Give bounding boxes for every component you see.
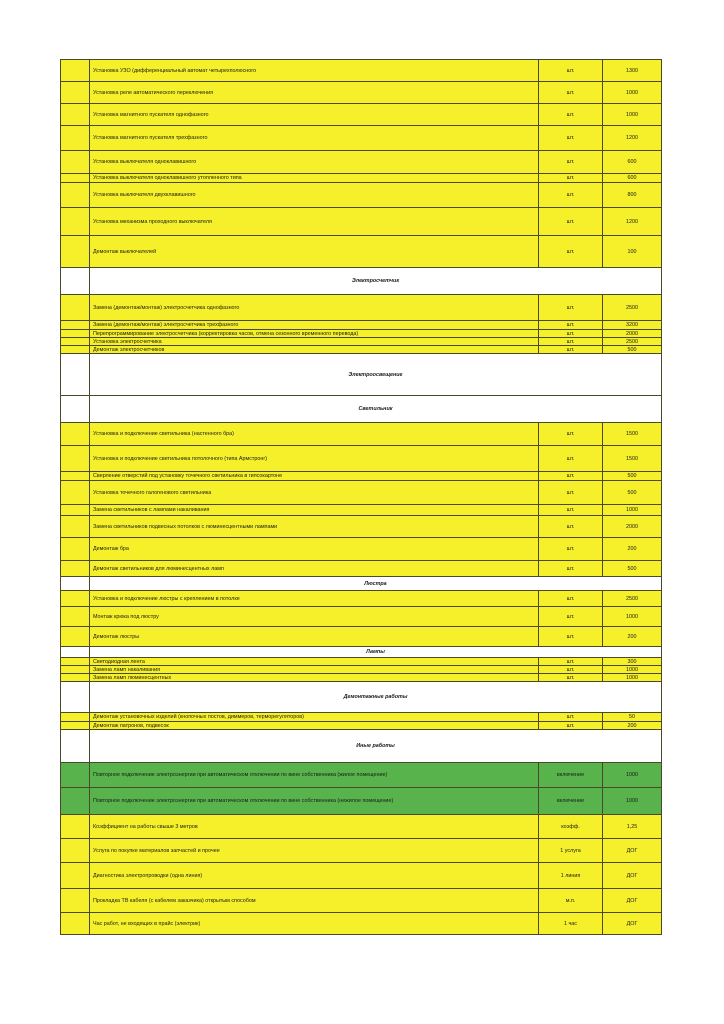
service-price: 500 <box>603 472 662 481</box>
row-marker-cell <box>61 815 90 839</box>
service-price: 50 <box>603 713 662 722</box>
service-name: Замена светильников подвесных потолков с люминесцентными лампами <box>90 516 539 538</box>
service-unit: 1 услуга <box>539 839 603 863</box>
row-marker-cell <box>61 446 90 472</box>
section-title: Лампы <box>90 647 662 658</box>
service-row <box>61 666 662 674</box>
service-row <box>61 516 662 538</box>
row-marker-cell <box>61 396 90 423</box>
service-price: 2000 <box>603 330 662 338</box>
service-price: 100 <box>603 236 662 268</box>
service-row <box>61 208 662 236</box>
service-name: Установка и подключение светильника (настенного бра) <box>90 423 539 446</box>
row-marker-cell <box>61 516 90 538</box>
price-list-table <box>60 59 662 935</box>
row-marker-cell <box>61 607 90 627</box>
service-name: Демонтаж выключателей <box>90 236 539 268</box>
service-unit: шт. <box>539 208 603 236</box>
service-unit: шт. <box>539 481 603 505</box>
row-marker-cell <box>61 330 90 338</box>
row-marker-cell <box>61 913 90 935</box>
section-header-row <box>61 647 662 658</box>
row-marker-cell <box>61 763 90 788</box>
service-price: 600 <box>603 151 662 174</box>
service-price: 500 <box>603 346 662 354</box>
service-name: Коэффициент на работы свыше 3 метров <box>90 815 539 839</box>
service-price: ДОГ <box>603 863 662 889</box>
service-row <box>61 561 662 577</box>
service-row <box>61 338 662 346</box>
service-unit: шт. <box>539 346 603 354</box>
row-marker-cell <box>61 183 90 208</box>
section-title: Электроосвещение <box>90 354 662 396</box>
row-marker-cell <box>61 151 90 174</box>
service-price: 1,25 <box>603 815 662 839</box>
service-price: 1000 <box>603 505 662 516</box>
row-marker-cell <box>61 295 90 321</box>
service-name: Час работ, не входящих в прайс (электрик) <box>90 913 539 935</box>
service-unit: шт. <box>539 295 603 321</box>
service-name: Установка реле автоматического переключения <box>90 82 539 104</box>
service-name: Монтаж крюка под люстру <box>90 607 539 627</box>
service-row <box>61 330 662 338</box>
service-unit: шт. <box>539 151 603 174</box>
service-row <box>61 591 662 607</box>
service-unit: шт. <box>539 538 603 561</box>
service-price: 2500 <box>603 338 662 346</box>
row-marker-cell <box>61 682 90 713</box>
row-marker-cell <box>61 174 90 183</box>
service-unit: шт. <box>539 713 603 722</box>
section-header-row <box>61 268 662 295</box>
section-title: Люстра <box>90 577 662 591</box>
service-name: Установка УЗО (дифференциальный автомат четырехполюсного <box>90 60 539 82</box>
section-title: Иные работы <box>90 730 662 763</box>
service-unit: включение <box>539 788 603 815</box>
service-unit: шт. <box>539 674 603 682</box>
service-unit: шт. <box>539 627 603 647</box>
service-price: 1000 <box>603 82 662 104</box>
service-row <box>61 183 662 208</box>
row-marker-cell <box>61 208 90 236</box>
row-marker-cell <box>61 674 90 682</box>
service-name: Установка выключателя одноклавишного <box>90 151 539 174</box>
service-name: Замена (демонтаж/монтаж) электросчетчика однофазного <box>90 295 539 321</box>
section-header-row <box>61 396 662 423</box>
service-unit: коэфф. <box>539 815 603 839</box>
service-price: 1500 <box>603 446 662 472</box>
row-marker-cell <box>61 788 90 815</box>
row-marker-cell <box>61 338 90 346</box>
service-row <box>61 104 662 126</box>
service-row <box>61 82 662 104</box>
service-name: Установка механизма проходного выключателя <box>90 208 539 236</box>
service-unit: м.п. <box>539 889 603 913</box>
service-row <box>61 174 662 183</box>
service-name: Демонтаж патронов, подвесок <box>90 722 539 730</box>
service-unit: включение <box>539 763 603 788</box>
service-unit: шт. <box>539 666 603 674</box>
service-unit: шт. <box>539 183 603 208</box>
service-row <box>61 295 662 321</box>
service-row <box>61 658 662 666</box>
row-marker-cell <box>61 321 90 330</box>
service-row <box>61 763 662 788</box>
service-row <box>61 913 662 935</box>
service-price: 1000 <box>603 607 662 627</box>
service-name: Замена ламп люминесцентных <box>90 674 539 682</box>
service-name: Демонтаж светильников для люминесцентных ламп <box>90 561 539 577</box>
service-price: 1500 <box>603 423 662 446</box>
service-price: 1000 <box>603 763 662 788</box>
service-unit: 1 линия <box>539 863 603 889</box>
service-unit: шт. <box>539 126 603 151</box>
service-unit: шт. <box>539 591 603 607</box>
service-name: Демонтаж люстры <box>90 627 539 647</box>
service-row <box>61 472 662 481</box>
service-row <box>61 505 662 516</box>
row-marker-cell <box>61 60 90 82</box>
service-row <box>61 481 662 505</box>
service-name: Установка выключателя двухклавишного <box>90 183 539 208</box>
row-marker-cell <box>61 666 90 674</box>
service-price: 800 <box>603 183 662 208</box>
section-title: Электросчетчик <box>90 268 662 295</box>
row-marker-cell <box>61 82 90 104</box>
service-row <box>61 423 662 446</box>
row-marker-cell <box>61 561 90 577</box>
section-header-row <box>61 354 662 396</box>
service-unit: шт. <box>539 60 603 82</box>
service-row <box>61 321 662 330</box>
row-marker-cell <box>61 839 90 863</box>
service-name: Замена (демонтаж/монтаж) электросчетчика трехфазного <box>90 321 539 330</box>
row-marker-cell <box>61 346 90 354</box>
service-name: Демонтаж установочных изделий (кнопочных постов, диммеров, терморегуляторов) <box>90 713 539 722</box>
section-header-row <box>61 682 662 713</box>
row-marker-cell <box>61 863 90 889</box>
row-marker-cell <box>61 481 90 505</box>
service-price: 200 <box>603 722 662 730</box>
service-row <box>61 151 662 174</box>
service-price: 500 <box>603 481 662 505</box>
service-price: 1000 <box>603 104 662 126</box>
service-row <box>61 126 662 151</box>
section-title: Демонтажные работы <box>90 682 662 713</box>
service-price: 1200 <box>603 126 662 151</box>
service-name: Установка магнитного пускателя трехфазного <box>90 126 539 151</box>
row-marker-cell <box>61 627 90 647</box>
service-unit: шт. <box>539 472 603 481</box>
row-marker-cell <box>61 236 90 268</box>
service-unit: шт. <box>539 82 603 104</box>
service-unit: шт. <box>539 658 603 666</box>
service-name: Услуга по покупке материалов запчастей и прочее <box>90 839 539 863</box>
service-name: Светодиодная лента <box>90 658 539 666</box>
service-name: Демонтаж электросчетчиков <box>90 346 539 354</box>
row-marker-cell <box>61 423 90 446</box>
service-row <box>61 346 662 354</box>
service-price: ДОГ <box>603 889 662 913</box>
service-name: Установка электросчетчика <box>90 338 539 346</box>
service-row <box>61 889 662 913</box>
service-name: Повторное подключение электроэнергии при автоматическом отключении по вине собственника (жилое помещение) <box>90 763 539 788</box>
section-header-row <box>61 730 662 763</box>
row-marker-cell <box>61 104 90 126</box>
service-unit: шт. <box>539 338 603 346</box>
service-price: 200 <box>603 627 662 647</box>
service-name: Прокладка ТВ кабеля (с кабелем заказчика) открытым способом <box>90 889 539 913</box>
service-row <box>61 713 662 722</box>
row-marker-cell <box>61 730 90 763</box>
service-unit: шт. <box>539 722 603 730</box>
service-name: Установка выключателя одноклавишного утопленного типа <box>90 174 539 183</box>
service-price: 600 <box>603 174 662 183</box>
service-unit: шт. <box>539 561 603 577</box>
row-marker-cell <box>61 647 90 658</box>
service-name: Перепрограммирование электросчетчика (корректировка часов, отмена сезонного временного перевода) <box>90 330 539 338</box>
row-marker-cell <box>61 889 90 913</box>
row-marker-cell <box>61 126 90 151</box>
service-unit: шт. <box>539 505 603 516</box>
service-price: 2500 <box>603 295 662 321</box>
service-price: 1300 <box>603 60 662 82</box>
price-list-body <box>61 60 662 935</box>
service-row <box>61 839 662 863</box>
service-row <box>61 60 662 82</box>
row-marker-cell <box>61 722 90 730</box>
service-price: 1200 <box>603 208 662 236</box>
service-name: Демонтаж бра <box>90 538 539 561</box>
service-row <box>61 627 662 647</box>
service-row <box>61 722 662 730</box>
service-row <box>61 607 662 627</box>
service-name: Замена ламп накаливания <box>90 666 539 674</box>
service-name: Замена светильников с лампами накаливания <box>90 505 539 516</box>
service-name: Установка и подключение люстры с креплением в потолке <box>90 591 539 607</box>
service-unit: шт. <box>539 446 603 472</box>
section-title: Светильник <box>90 396 662 423</box>
row-marker-cell <box>61 505 90 516</box>
row-marker-cell <box>61 268 90 295</box>
service-name: Сверление отверстий под установку точечного светильника в гипсокартоне <box>90 472 539 481</box>
row-marker-cell <box>61 577 90 591</box>
service-row <box>61 815 662 839</box>
row-marker-cell <box>61 472 90 481</box>
service-price: 2000 <box>603 516 662 538</box>
service-row <box>61 446 662 472</box>
section-header-row <box>61 577 662 591</box>
service-price: 2500 <box>603 591 662 607</box>
service-row <box>61 863 662 889</box>
service-price: 3200 <box>603 321 662 330</box>
service-unit: шт. <box>539 516 603 538</box>
service-name: Установка точечного галогенового светильника <box>90 481 539 505</box>
service-unit: шт. <box>539 321 603 330</box>
service-row <box>61 788 662 815</box>
service-price: 500 <box>603 561 662 577</box>
service-row <box>61 236 662 268</box>
service-name: Установка магнитного пускателя однофазного <box>90 104 539 126</box>
service-unit: шт. <box>539 330 603 338</box>
service-unit: шт. <box>539 236 603 268</box>
service-unit: шт. <box>539 423 603 446</box>
service-unit: шт. <box>539 174 603 183</box>
service-price: ДОГ <box>603 913 662 935</box>
service-name: Установка и подключение светильника потолочного (типа Армстронг) <box>90 446 539 472</box>
service-price: 300 <box>603 658 662 666</box>
service-unit: шт. <box>539 607 603 627</box>
service-row <box>61 538 662 561</box>
service-price: ДОГ <box>603 839 662 863</box>
service-row <box>61 674 662 682</box>
row-marker-cell <box>61 591 90 607</box>
service-price: 1000 <box>603 666 662 674</box>
service-name: Диагностика электропроводки (одна линия) <box>90 863 539 889</box>
service-unit: 1 час <box>539 913 603 935</box>
service-unit: шт. <box>539 104 603 126</box>
row-marker-cell <box>61 658 90 666</box>
service-price: 200 <box>603 538 662 561</box>
row-marker-cell <box>61 713 90 722</box>
row-marker-cell <box>61 354 90 396</box>
service-price: 1000 <box>603 674 662 682</box>
service-name: Повторное подключение электроэнергии при автоматическом отключении по вине собственника (нежилое помещение) <box>90 788 539 815</box>
service-price: 1000 <box>603 788 662 815</box>
row-marker-cell <box>61 538 90 561</box>
